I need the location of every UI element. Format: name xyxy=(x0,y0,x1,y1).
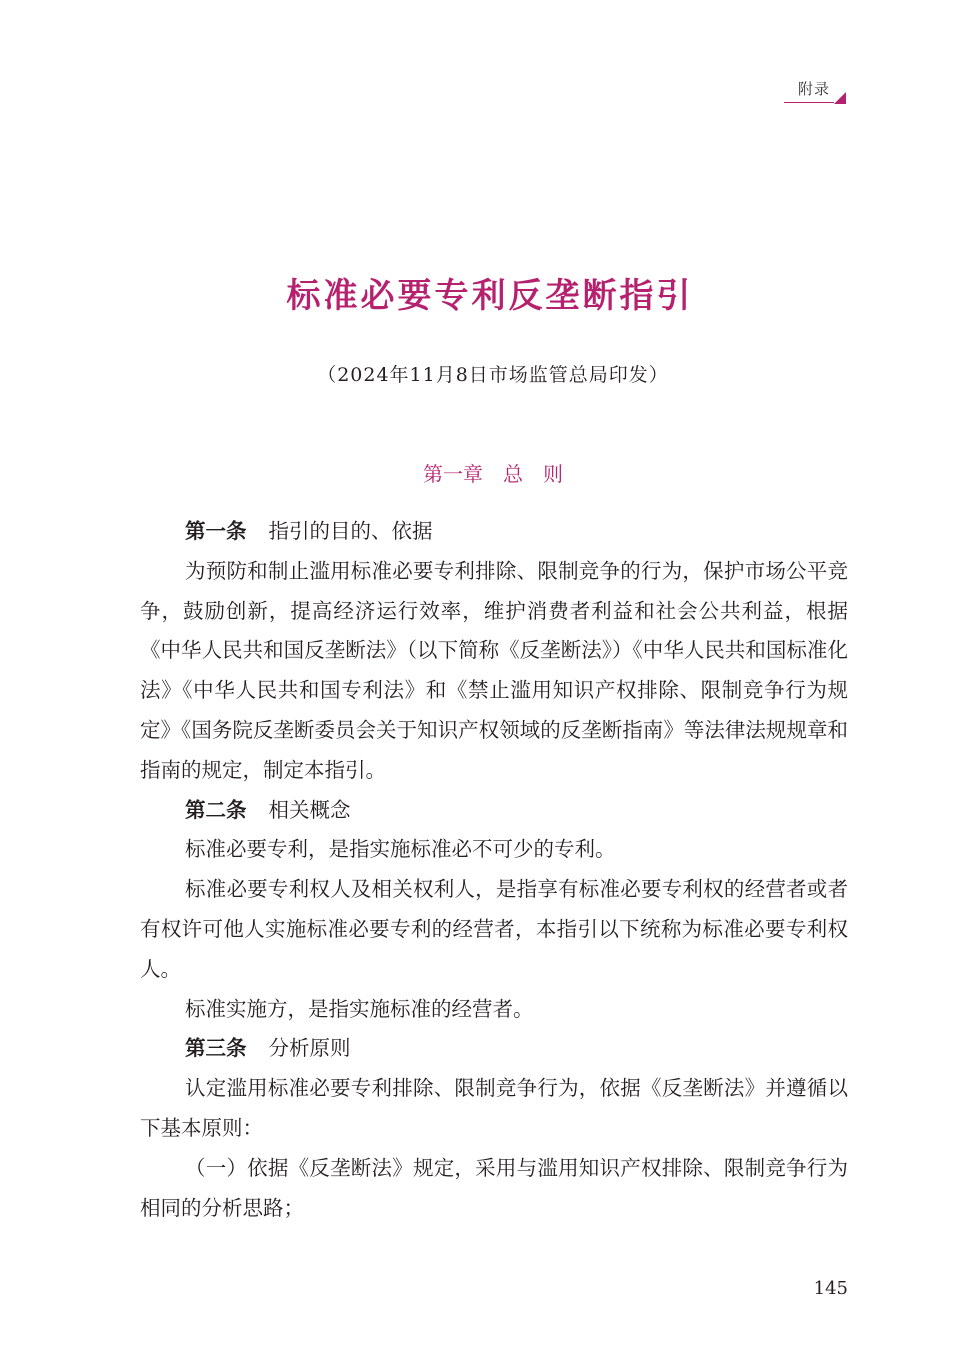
article-heading xyxy=(140,512,848,552)
chapter-title: 第一章 总 则 xyxy=(423,462,563,486)
page-number: 145 xyxy=(813,1278,848,1299)
article-number: 第二条 xyxy=(185,797,247,822)
paragraph: 为预防和制止滥用标准必要专利排除、限制竞争的行为，保护市场公平竞争，鼓励创新，提高经济运行效率，维护消费者利益和社会公共利益，根据《中华人民共和国反垄断法》（以下简称《反垄断法》）《中华人民共和国标准化法》《中华人民共和国专利法》和《禁止滥用知识产权排除、限制竞争行为规定》《国务院反垄断委员会关于知识产权领域的反垄断指南》等法律法规规章和指南的规定，制定本指引。 xyxy=(140,558,848,782)
article-name: 分析原则 xyxy=(268,1036,351,1061)
paragraph: 认定滥用标准必要专利排除、限制竞争行为，依据《反垄断法》并遵循以下基本原则： xyxy=(140,1076,848,1140)
running-header xyxy=(784,78,848,106)
list-item: （一）依据《反垄断法》规定，采用与滥用知识产权排除、限制竞争行为相同的分析思路； xyxy=(140,1155,848,1220)
header-rule xyxy=(784,102,834,103)
paragraph: 标准必要专利权人及相关权利人，是指享有标准必要专利权的经营者或者有权许可他人实施标准必要专利的经营者，本指引以下统称为标准必要专利权人。 xyxy=(140,877,848,981)
header-triangle-ornament xyxy=(834,92,846,104)
paragraph: 标准必要专利，是指实施标准必不可少的专利。 xyxy=(185,837,616,862)
section-label: 附录 xyxy=(798,80,831,98)
article-number: 第一条 xyxy=(185,519,247,543)
document-subtitle: （2024年11月8日市场监管总局印发） xyxy=(317,364,669,386)
document-title: 标准必要专利反垄断指引 xyxy=(286,276,694,316)
article-name: 相关概念 xyxy=(268,797,351,822)
paragraph: 标准实施方，是指实施标准的经营者。 xyxy=(185,996,534,1021)
article-heading xyxy=(140,1029,848,1069)
article-number: 第三条 xyxy=(185,1036,247,1061)
body-text xyxy=(140,512,848,1228)
article-name: 指引的目的、依据 xyxy=(268,519,433,543)
article-heading xyxy=(140,791,848,831)
